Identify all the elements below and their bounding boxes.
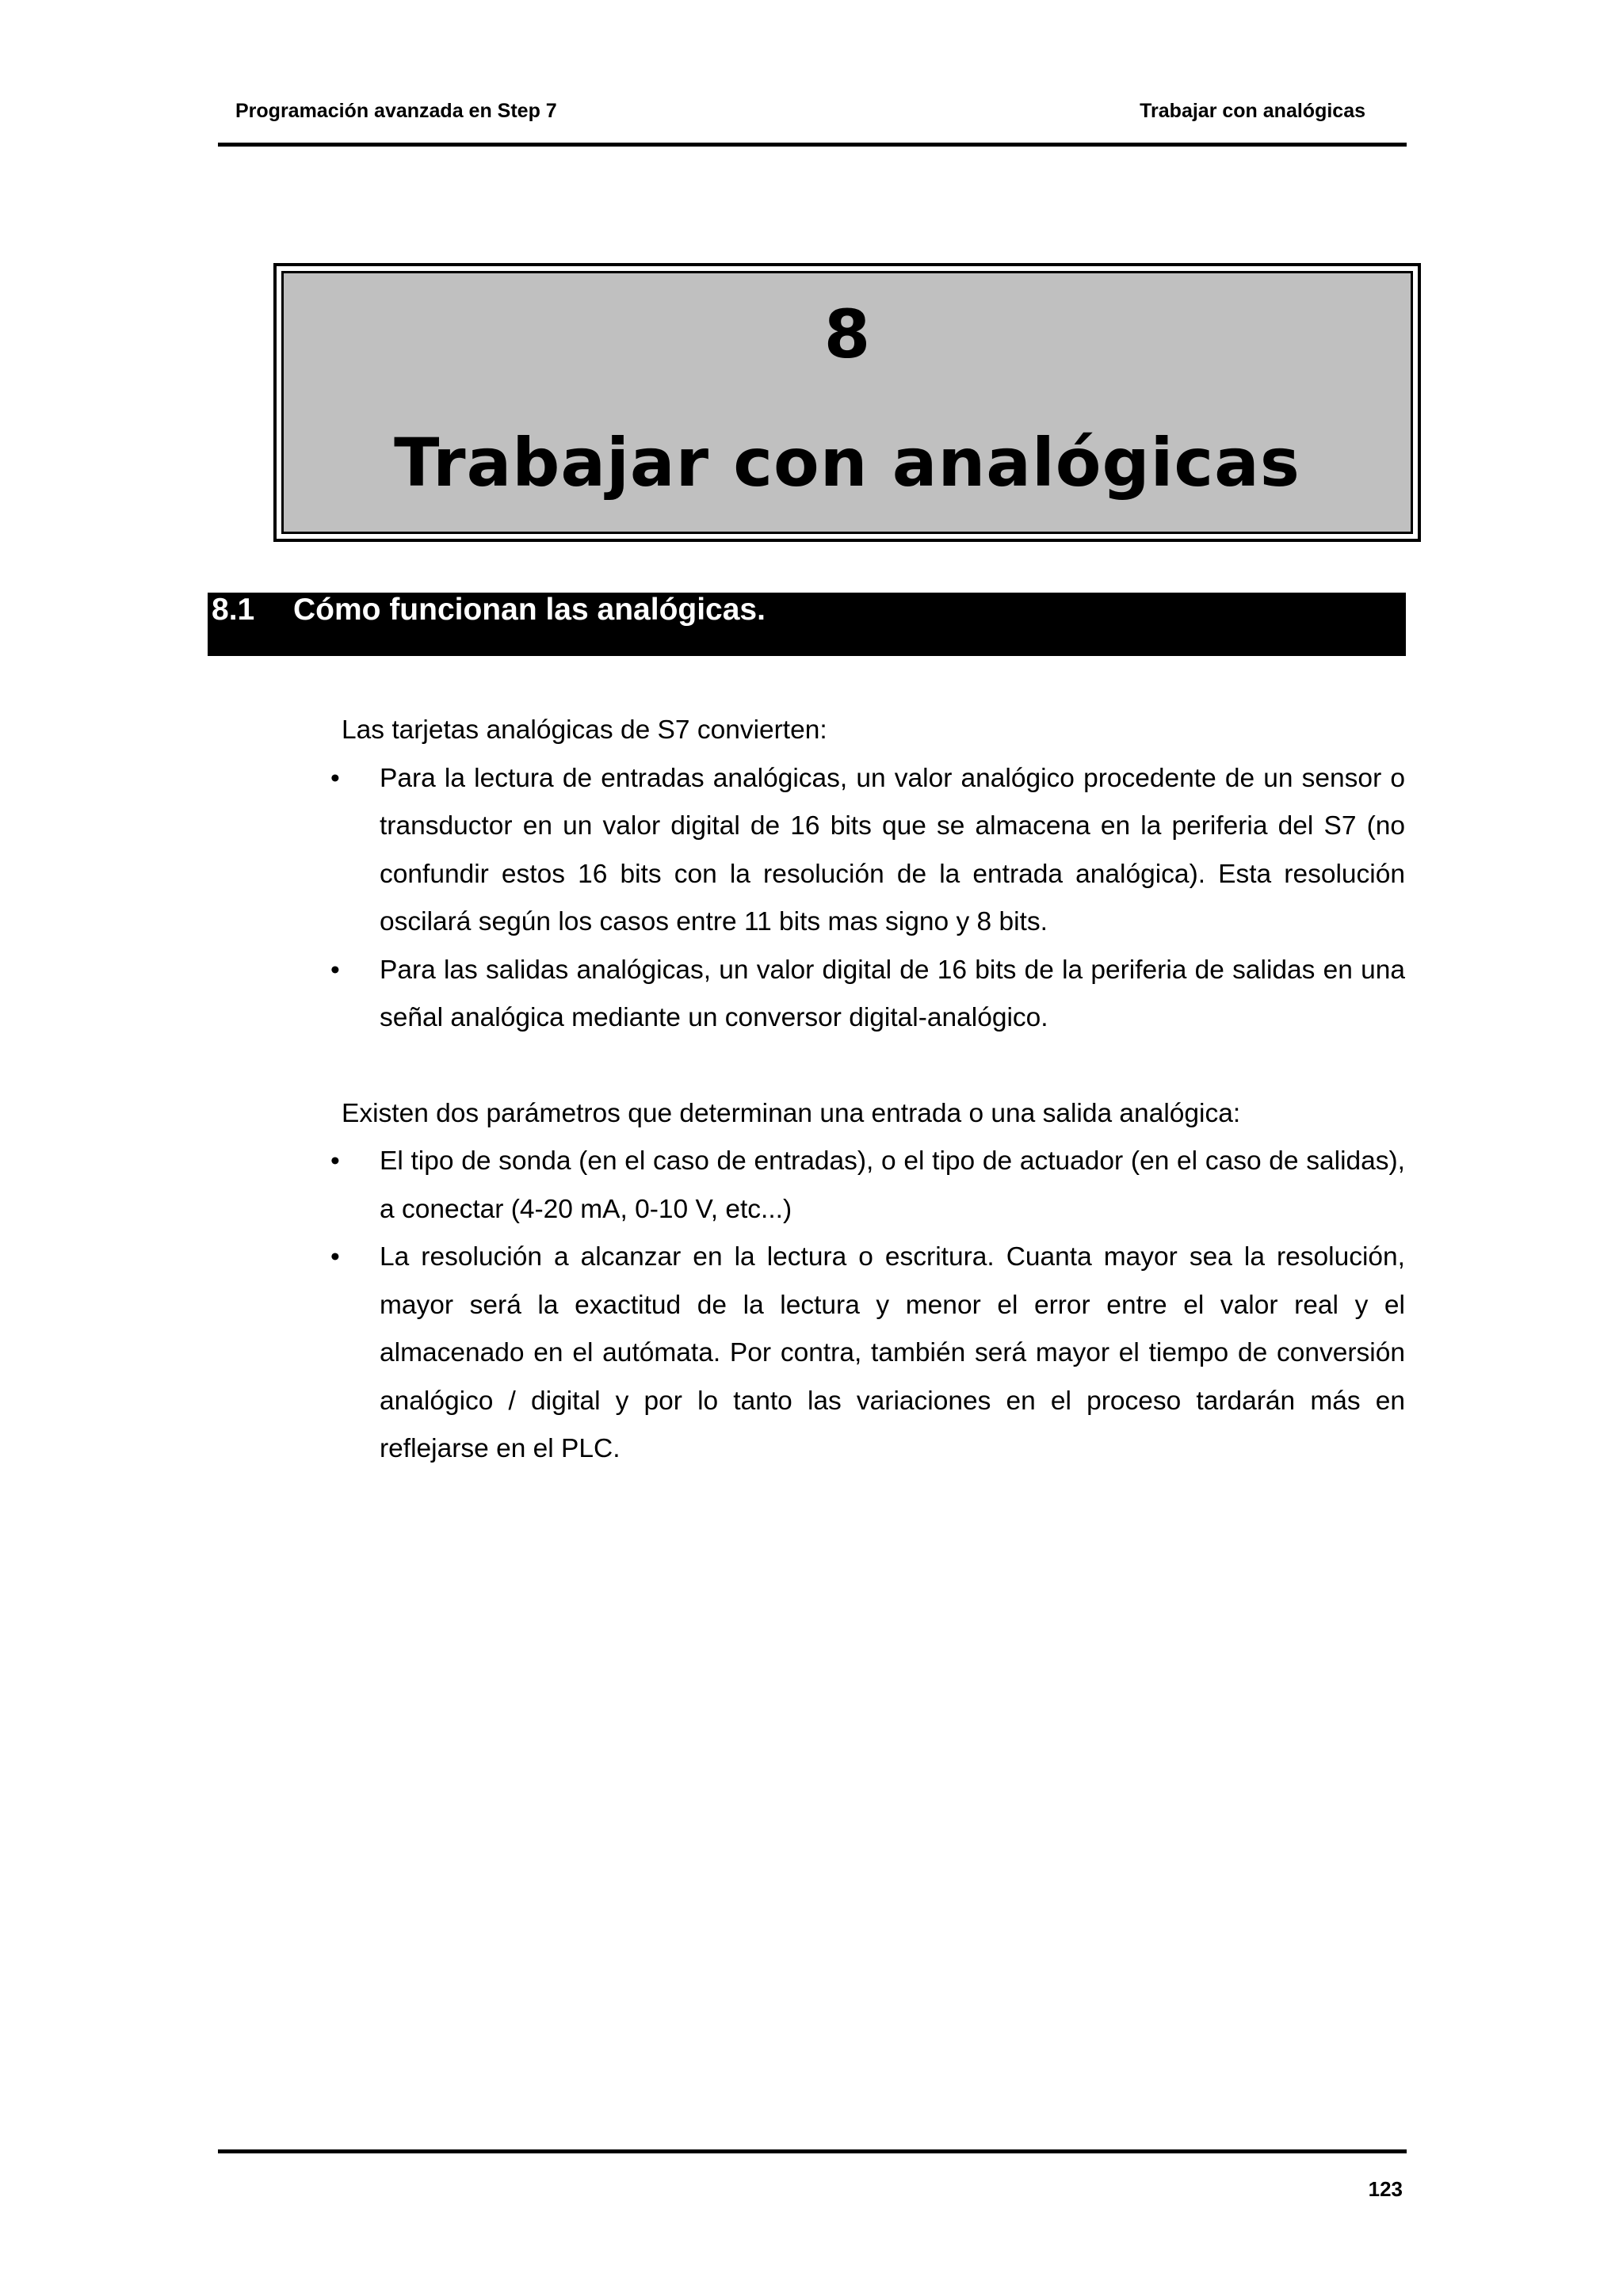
list-item-text: Para la lectura de entradas analógicas, un valor analógico procedente de un sensor o transductor en un valor digital de 16 bits que se almacena en la periferia del S7 (no confundir estos 16 bits con la resolución de la entrada analógica). Esta resolución oscilará según los casos entre 11 bits mas signo y 8 bits. bbox=[380, 763, 1405, 936]
intro-paragraph-1: Las tarjetas analógicas de S7 convierten: bbox=[342, 715, 827, 745]
bullet-list-2 bbox=[321, 1138, 1405, 1474]
list-item bbox=[321, 1138, 1405, 1234]
section-title: Cómo funcionan las analógicas. bbox=[293, 593, 766, 627]
section-number: 8.1 bbox=[212, 593, 255, 627]
bullet-list-1 bbox=[321, 755, 1405, 1043]
bullet-marker: • bbox=[330, 1242, 340, 1272]
bullet-marker: • bbox=[330, 1146, 340, 1176]
chapter-title: Trabajar con analógicas bbox=[394, 424, 1300, 502]
list-item bbox=[321, 755, 1405, 947]
running-header bbox=[218, 93, 1407, 147]
chapter-title-panel bbox=[281, 271, 1413, 534]
bullet-marker: • bbox=[330, 763, 340, 793]
list-item bbox=[321, 1234, 1405, 1474]
bullet-marker: • bbox=[330, 955, 340, 985]
list-item-text: Para las salidas analógicas, un valor digital de 16 bits de la periferia de salidas en una señal analógica mediante un conversor digital-analógico. bbox=[380, 955, 1405, 1032]
header-chapter-title: Trabajar con analógicas bbox=[1140, 100, 1365, 122]
body-text bbox=[321, 707, 1405, 1474]
chapter-number: 8 bbox=[823, 296, 871, 373]
section-heading bbox=[208, 593, 1406, 656]
header-book-title: Programación avanzada en Step 7 bbox=[235, 100, 557, 122]
page-number: 123 bbox=[1368, 2177, 1403, 2201]
chapter-title-box bbox=[273, 263, 1421, 542]
footer-rule bbox=[218, 2149, 1407, 2153]
intro-paragraph-2: Existen dos parámetros que determinan una entrada o una salida analógica: bbox=[342, 1098, 1241, 1128]
paragraph-spacer bbox=[321, 1043, 1405, 1090]
list-item bbox=[321, 947, 1405, 1043]
list-item-text: La resolución a alcanzar en la lectura o escritura. Cuanta mayor sea la resolución, mayor será la exactitud de la lectura y menor el error entre el valor real y el almacenado en el autómata. Por contra, también será mayor el tiempo de conversión analógico / digital y por lo tanto las variaciones en el proceso tardarán más en reflejarse en el PLC. bbox=[380, 1242, 1405, 1463]
list-item-text: El tipo de sonda (en el caso de entradas), o el tipo de actuador (en el caso de salidas), a conectar (4-20 mA, 0-10 V, etc...) bbox=[380, 1146, 1405, 1224]
